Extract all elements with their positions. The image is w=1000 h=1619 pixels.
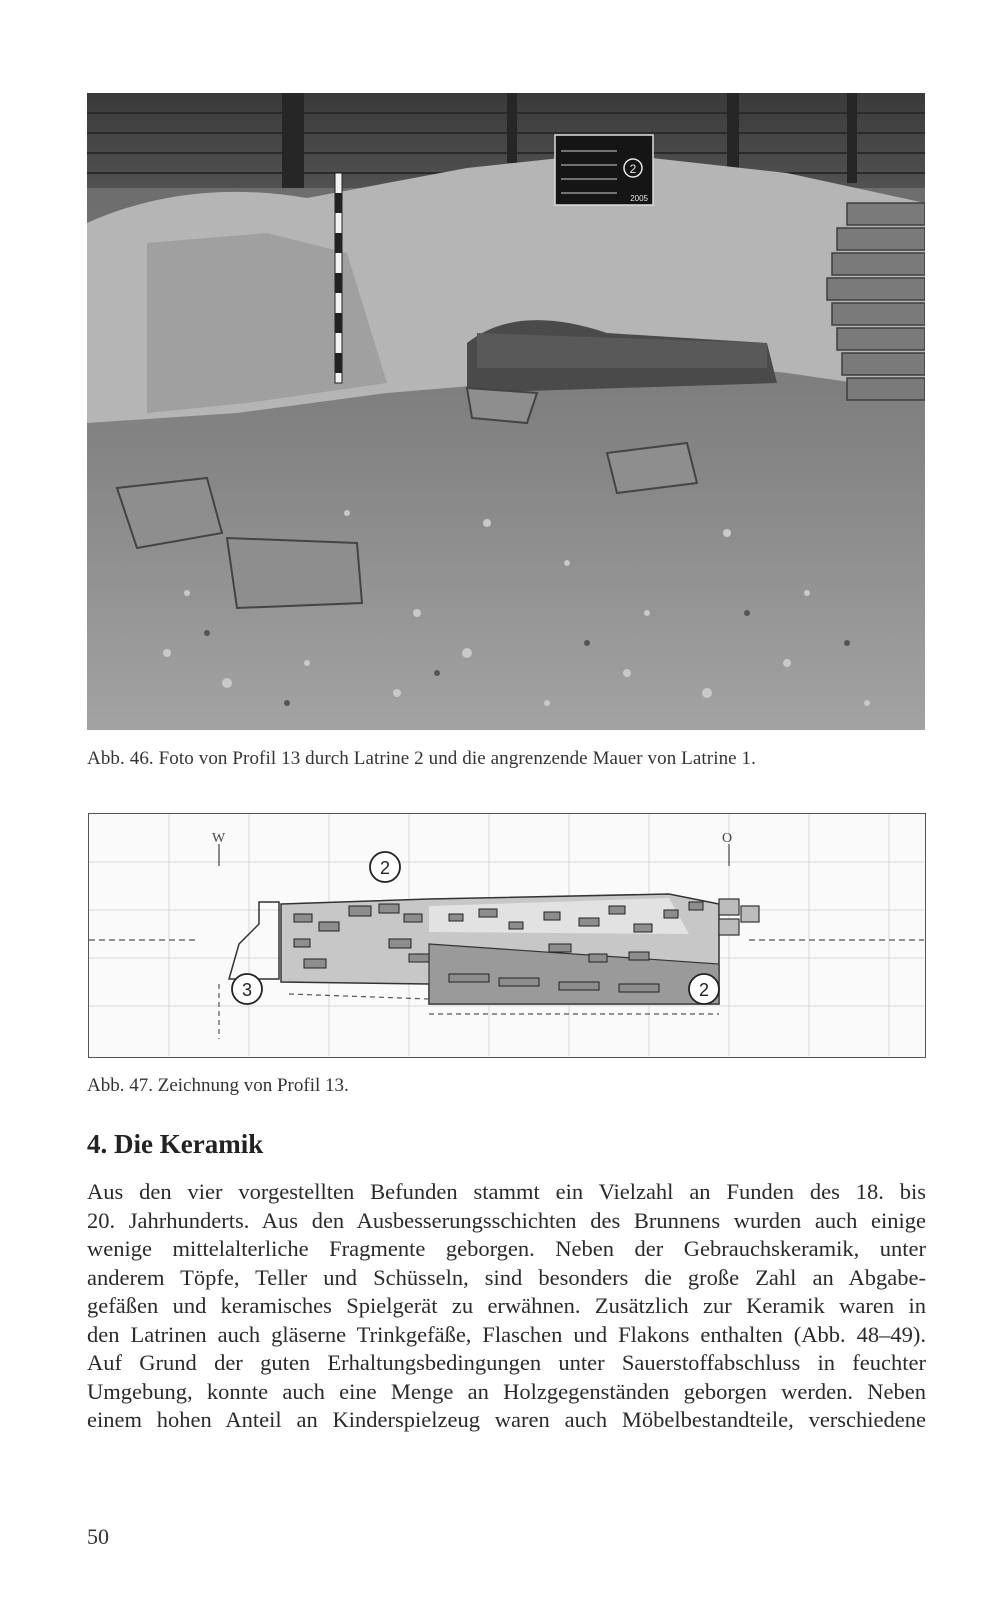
svg-text:3: 3 [241, 980, 253, 1000]
body-line: Aus den vier vorgestellten Befunden stammt ein Vielzahl an Funden des 18. bis [87, 1179, 926, 1204]
measuring-rod [335, 173, 342, 383]
profile-drawing [88, 813, 926, 1058]
body-line: 20. Jahrhunderts. Aus den Ausbesserungsschichten des Brunnens wurden auch einige [87, 1207, 926, 1233]
svg-text:2: 2 [629, 162, 637, 176]
svg-text:2005: 2005 [630, 194, 648, 203]
excavation-photo [87, 93, 925, 730]
page-number: 50 [87, 1524, 109, 1549]
body-text [87, 1178, 926, 1435]
profile-sign [555, 135, 653, 205]
svg-text:W: W [212, 831, 226, 846]
body-line: Auf Grund der guten Erhaltungsbedingungen unter Sauerstoffabschluss in feuchter [87, 1350, 926, 1375]
body-line: Umgebung, konnte auch eine Menge an Holzgegenständen geborgen werden. Neben [87, 1378, 926, 1404]
body-line: anderem Töpfe, Teller und Schüsseln, sind besonders die große Zahl an Abgabe- [87, 1264, 926, 1290]
body-line: wenige mittelalterliche Fragmente geborgen. Neben der Gebrauchskeramik, unter [87, 1236, 926, 1261]
body-line: den Latrinen auch gläserne Trinkgefäße, Flaschen und Flakons enthalten (Abb. 48–49). [87, 1321, 926, 1347]
body-line: einem hohen Anteil an Kinderspielzeug waren auch Möbelbestandteile, verschiedene [87, 1407, 926, 1432]
section-heading: 4. Die Keramik [87, 1129, 264, 1159]
svg-text:2: 2 [379, 858, 391, 878]
photo-illustration [87, 93, 925, 730]
body-line: gefäßen und keramisches Spielgerät zu erwähnen. Zusätzlich zur Keramik waren in [87, 1293, 926, 1318]
marker-2-right [689, 974, 719, 1004]
svg-text:O: O [722, 831, 733, 846]
marker-2-top [370, 852, 400, 882]
drawing-illustration [89, 814, 924, 1056]
figure-46-caption: Abb. 46. Foto von Profil 13 durch Latrine 2 und die angrenzende Mauer von Latrine 1. [87, 748, 757, 769]
figure-47-caption: Abb. 47. Zeichnung von Profil 13. [87, 1075, 349, 1096]
svg-text:2: 2 [698, 980, 710, 1000]
marker-3-left [232, 974, 262, 1004]
